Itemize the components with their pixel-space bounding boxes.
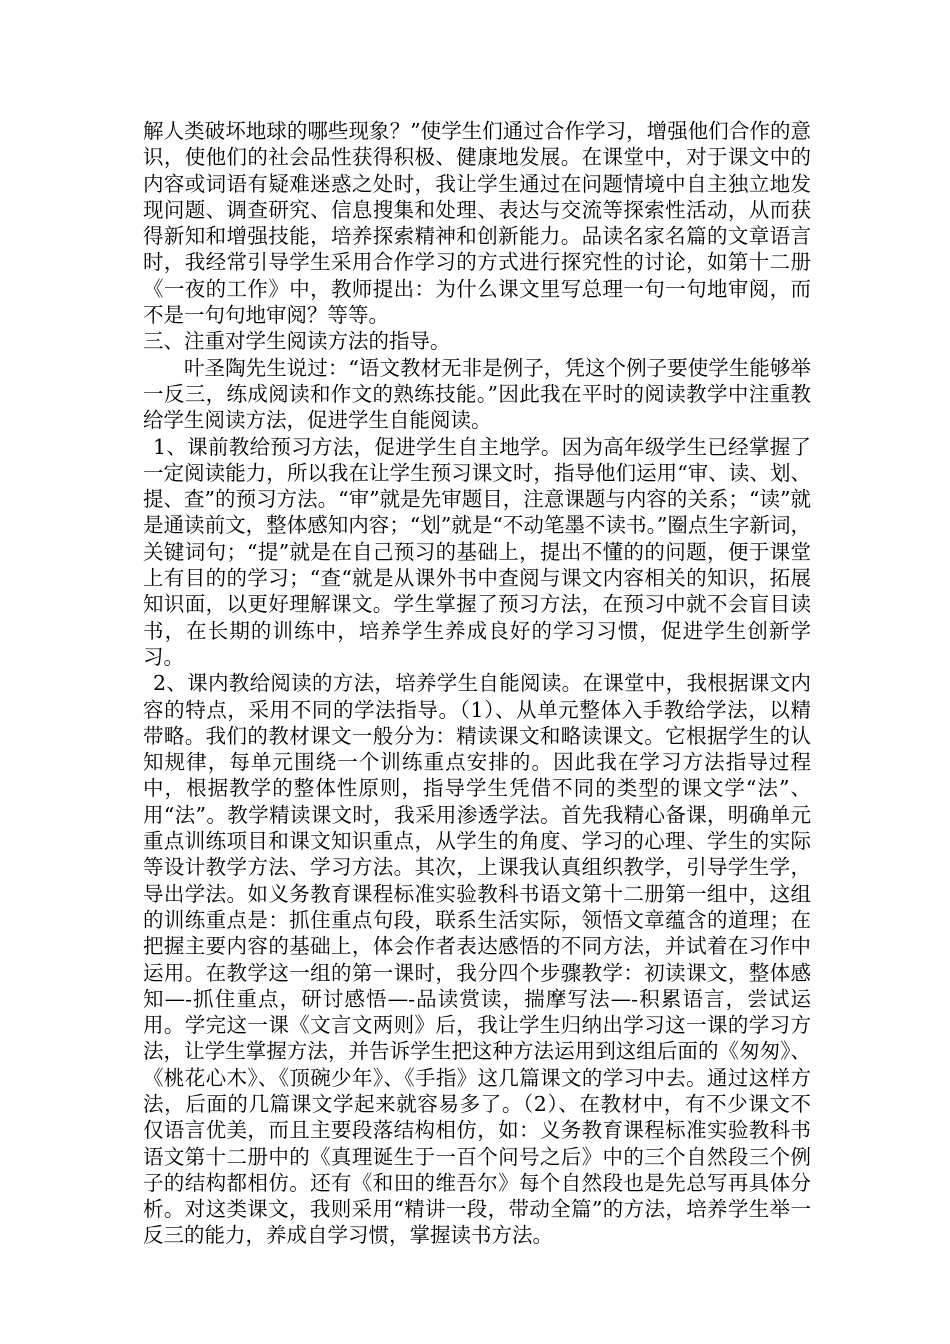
body-paragraph-1: 解人类破坏地球的哪些现象？”使学生们通过合作学习，增强他们合作的意识，使他们的社会品性获得积极、健康地发展。在课堂中，对于课文中的内容或词语有疑难迷惑之处时，我让学生通过在问题情境中自主独立地发现问题、调查研究、信息搜集和处理、表达与交流等探索性活动，从而获得新知和增强技能，培养探索精神和创新能力。品读名家名篇的文章语言时，我经常引导学生采用合作学习的方式进行探究性的讨论，如第十二册《一夜的工作》中，教师提出：为什么课文里写总理一句一句地审阅，而不是一句句地审阅？等等。 bbox=[143, 119, 811, 328]
body-paragraph-point-2: 2、课内教给阅读的方法，培养学生自能阅读。在课堂中，我根据课文内容的特点，采用不同的学法指导。（1）、从单元整体入手教给学法，以精带略。我们的教材课文一般分为：精读课文和略读课文。它根据学生的认知规律，每单元围绕一个训练重点安排的。因此我在学习方法指导过程中，根据教学的整体性原则，指导学生凭借不同的类型的课文学“法”、用“法”。教学精读课文时，我采用渗透学法。首先我精心备课，明确单元重点训练项目和课文知识重点，从学生的角度、学习的心理、学生的实际等设计教学方法、学习方法。其次，上课我认真组织教学，引导学生学，导出学法。如义务教育课程标准实验教科书语文第十二册第一组中，这组的训练重点是：抓住重点句段，联系生活实际，领悟文章蕴含的道理；在把握主要内容的基础上，体会作者表达感悟的不同方法，并试着在习作中运用。在教学这一组的第一课时，我分四个步骤教学：初读课文，整体感知—-抓住重点，研讨感悟—-品读赏读，揣摩写法—-积累语言，尝试运用。学完这一课《文言文两则》后，我让学生归纳出学习这一课的学习方法，让学生掌握方法，并告诉学生把这种方法运用到这组后面的《匆匆》、《桃花心木》、《顶碗少年》、《手指》这几篇课文的学习中去。通过这样方法，后面的几篇课文学起来就容易多了。（2）、在教材中，有不少课文不仅语言优美，而且主要段落结构相仿，如：义务教育课程标准实验教科书语文第十二册中的《真理诞生于一百个问号之后》中的三个自然段三个例子的结构都相仿。还有《和田的维吾尔》每个自然段也是先总写再具体分析。对这类课文，我则采用“精讲一段，带动全篇”的方法，培养学生举一反三的能力，养成自学习惯，掌握读书方法。 bbox=[143, 671, 811, 1248]
document-page bbox=[143, 118, 811, 1249]
section-heading-3: 三、注重对学生阅读方法的指导。 bbox=[143, 329, 451, 354]
body-paragraph-quote: 叶圣陶先生说过：“语文教材无非是例子，凭这个例子要使学生能够举一反三，练成阅读和作文的熟练技能。”因此我在平时的阅读教学中注重教给学生阅读方法，促进学生自能阅读。 bbox=[143, 355, 811, 433]
body-paragraph-point-1: 1、课前教给预习方法，促进学生自主地学。因为高年级学生已经掌握了一定阅读能力，所以我在让学生预习课文时，指导他们运用“审、读、划、提、查”的预习方法。“审”就是先审题目，注意课题与内容的关系；“读”就是通读前文，整体感知内容；“划”就是“不动笔墨不读书。”圈点生字新词，关键词句；“提”就是在自己预习的基础上，提出不懂的的问题，便于课堂上有目的的学习；“查“就是从课外书中查阅与课文内容相关的知识，拓展知识面，以更好理解课文。学生掌握了预习方法，在预习中就不会盲目读书，在长期的训练中，培养学生养成良好的学习习惯，促进学生创新学习。 bbox=[143, 434, 811, 669]
